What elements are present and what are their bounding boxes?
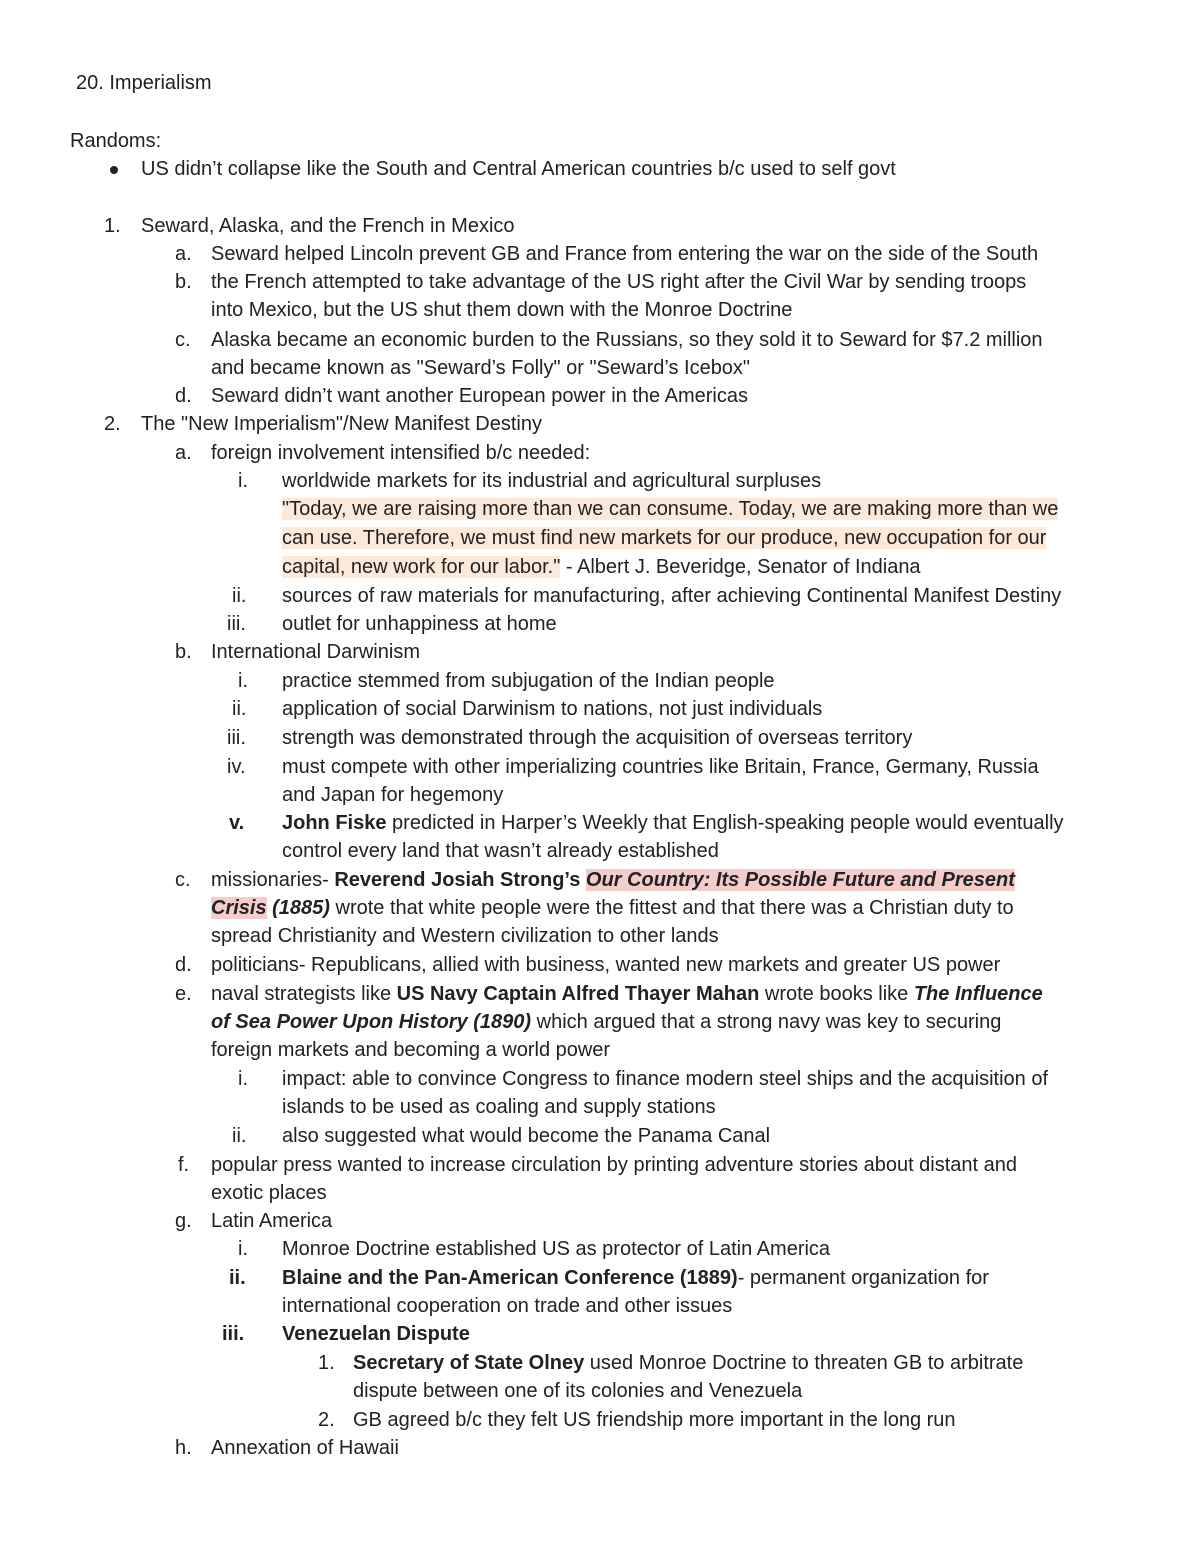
list-item: Seward, Alaska, and the French in Mexico — [141, 215, 515, 237]
list-item-continuation: international cooperation on trade and other issues — [282, 1295, 733, 1317]
list-marker: 1. — [104, 215, 121, 237]
list-marker: d. — [175, 954, 192, 976]
bullet-icon — [110, 166, 118, 174]
book-title: Our Country: Its Possible Future and Present — [585, 869, 1015, 891]
list-item: International Darwinism — [211, 641, 420, 663]
list-item — [211, 980, 1043, 1008]
book-title: of Sea Power Upon History (1890) — [211, 1011, 532, 1033]
list-item: sources of raw materials for manufacturing, after achieving Continental Manifest Destiny — [282, 585, 1062, 607]
bold-name: John Fiske — [282, 812, 387, 834]
list-item: GB agreed b/c they felt US friendship more important in the long run — [353, 1409, 956, 1431]
list-item-continuation: spread Christianity and Western civilization to other lands — [211, 925, 719, 947]
list-item: The "New Imperialism"/New Manifest Destiny — [141, 413, 542, 435]
list-item — [353, 1349, 1023, 1377]
list-marker: e. — [175, 983, 192, 1005]
list-marker: iii. — [222, 1323, 245, 1345]
list-item-text: - permanent organization for — [737, 1267, 989, 1289]
list-item-continuation: dispute between one of its colonies and Venezuela — [353, 1380, 803, 1402]
list-marker: ii. — [232, 698, 247, 720]
list-item: worldwide markets for its industrial and agricultural surpluses — [282, 470, 822, 492]
list-marker: a. — [175, 243, 192, 265]
list-item: Venezuelan Dispute — [282, 1323, 470, 1345]
list-item: politicians- Republicans, allied with business, wanted new markets and greater US power — [211, 954, 1001, 976]
list-item: Seward helped Lincoln prevent GB and France from entering the war on the side of the South — [211, 243, 1039, 265]
list-item: Seward didn’t want another European power in the Americas — [211, 385, 748, 407]
list-item-continuation — [211, 894, 1014, 922]
list-marker: i. — [238, 670, 248, 692]
list-marker: d. — [175, 385, 192, 407]
bold-name: Secretary of State Olney — [353, 1352, 585, 1374]
list-item — [282, 809, 1064, 837]
list-item-text: wrote books like — [759, 983, 914, 1005]
list-item-continuation: and became known as "Seward’s Folly" or "Seward’s Icebox" — [211, 357, 751, 379]
list-item: outlet for unhappiness at home — [282, 613, 557, 635]
bold-name: Reverend Josiah Strong’s — [334, 869, 586, 891]
list-marker: g. — [175, 1210, 192, 1232]
book-title: The Influence — [913, 983, 1043, 1005]
list-marker: 2. — [104, 413, 121, 435]
list-item-continuation: foreign markets and becoming a world power — [211, 1039, 611, 1061]
quote-attribution: - Albert J. Beveridge, Senator of Indiana — [560, 556, 921, 578]
list-marker: ii. — [232, 1125, 247, 1147]
list-item-text: which argued that a strong navy was key to securing — [531, 1011, 1002, 1033]
highlighted-quote: "Today, we are raising more than we can consume. Today, we are making more than we — [282, 498, 1059, 520]
list-item-continuation: islands to be used as coaling and supply stations — [282, 1096, 716, 1118]
list-item: foreign involvement intensified b/c needed: — [211, 442, 591, 464]
list-marker: b. — [175, 271, 192, 293]
list-item: application of social Darwinism to nations, not just individuals — [282, 698, 823, 720]
list-marker: i. — [238, 1238, 248, 1260]
randoms-heading: Randoms: — [70, 130, 162, 152]
list-item-text: missionaries- — [211, 869, 335, 891]
list-item-text: predicted in Harper’s Weekly that English-speaking people would eventually — [386, 812, 1064, 834]
list-marker: v. — [229, 812, 245, 834]
quote-line — [282, 553, 921, 581]
list-marker: 1. — [318, 1352, 335, 1374]
list-item: popular press wanted to increase circulation by printing adventure stories about distant and — [211, 1154, 1018, 1176]
list-marker: h. — [175, 1437, 192, 1459]
list-marker: i. — [238, 1068, 248, 1090]
list-item-continuation: exotic places — [211, 1182, 327, 1204]
book-year: (1885) — [266, 897, 330, 919]
list-item-text: wrote that white people were the fittest and that there was a Christian duty to — [329, 897, 1014, 919]
list-marker: ii. — [232, 585, 247, 607]
bold-name: US Navy Captain Alfred Thayer Mahan — [396, 983, 760, 1005]
book-title: Crisis — [211, 897, 267, 919]
list-item-continuation: into Mexico, but the US shut them down with the Monroe Doctrine — [211, 299, 793, 321]
bold-name: Blaine and the Pan-American Conference (1889) — [282, 1267, 738, 1289]
list-marker: 2. — [318, 1409, 335, 1431]
list-marker: iii. — [227, 727, 246, 749]
list-item: Annexation of Hawaii — [211, 1437, 399, 1459]
list-item-continuation — [211, 1008, 1001, 1036]
list-marker: iv. — [227, 756, 246, 778]
list-item: impact: able to convince Congress to finance modern steel ships and the acquisition of — [282, 1068, 1048, 1090]
quote-line — [282, 524, 1046, 552]
list-item: the French attempted to take advantage of the US right after the Civil War by sending troops — [211, 271, 1027, 293]
list-marker: i. — [238, 470, 248, 492]
list-item: must compete with other imperializing countries like Britain, France, Germany, Russia — [282, 756, 1039, 778]
list-item: also suggested what would become the Panama Canal — [282, 1125, 771, 1147]
list-marker: a. — [175, 442, 192, 464]
list-marker: c. — [175, 329, 191, 351]
list-item-continuation: control every land that wasn’t already established — [282, 840, 719, 862]
list-item: practice stemmed from subjugation of the Indian people — [282, 670, 775, 692]
list-marker: c. — [175, 869, 191, 891]
quote-line — [282, 495, 1058, 523]
list-item-continuation: and Japan for hegemony — [282, 784, 504, 806]
list-marker: f. — [178, 1154, 190, 1176]
list-item-text: naval strategists like — [211, 983, 397, 1005]
list-marker: iii. — [227, 613, 246, 635]
list-item-text: used Monroe Doctrine to threaten GB to arbitrate — [584, 1352, 1024, 1374]
list-item: strength was demonstrated through the acquisition of overseas territory — [282, 727, 913, 749]
list-marker: ii. — [229, 1267, 246, 1289]
highlighted-quote: capital, new work for our labor." — [282, 556, 561, 578]
list-item — [282, 1264, 989, 1292]
highlighted-quote: can use. Therefore, we must find new markets for our produce, new occupation for our — [282, 527, 1047, 549]
page-title: 20. Imperialism — [76, 72, 212, 94]
bullet-item: US didn’t collapse like the South and Central American countries b/c used to self govt — [141, 158, 896, 180]
list-marker: b. — [175, 641, 192, 663]
list-item: Monroe Doctrine established US as protector of Latin America — [282, 1238, 831, 1260]
list-item — [211, 866, 1015, 894]
list-item: Latin America — [211, 1210, 333, 1232]
list-item: Alaska became an economic burden to the Russians, so they sold it to Seward for $7.2 million — [211, 329, 1043, 351]
